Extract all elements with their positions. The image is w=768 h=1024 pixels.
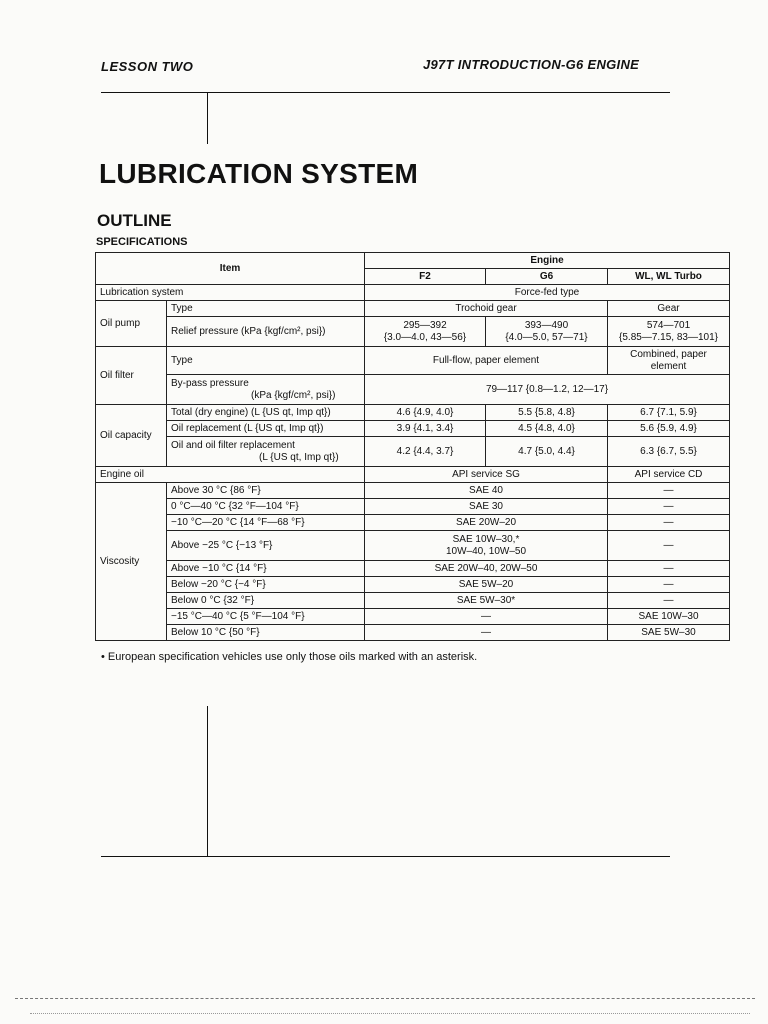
viscosity-row <box>96 531 730 561</box>
section-heading: OUTLINE <box>97 211 172 230</box>
viscosity-row <box>96 515 730 531</box>
viscosity-range: Below −20 °C {−4 °F} <box>167 577 365 593</box>
oil-capacity-total-row <box>96 405 730 421</box>
oil-pump-relief-row <box>96 317 730 347</box>
viscosity-row <box>96 561 730 577</box>
viscosity-grade-wl: — <box>608 483 730 499</box>
capacity-replacement-label: Oil replacement (L {US qt, Imp qt}) <box>167 421 365 437</box>
oil-pump-type-label: Type <box>167 301 365 317</box>
viscosity-row <box>96 483 730 499</box>
table-header-row <box>96 253 730 269</box>
viscosity-grade-f2-g6: SAE 5W–30* <box>365 593 608 609</box>
viscosity-range: 0 °C—40 °C {32 °F—104 °F} <box>167 499 365 515</box>
capacity-total-label: Total (dry engine) (L {US qt, Imp qt}) <box>167 405 365 421</box>
viscosity-grade-wl: — <box>608 561 730 577</box>
viscosity-grade-f2-g6: SAE 20W–40, 20W–50 <box>365 561 608 577</box>
viscosity-row <box>96 499 730 515</box>
oil-filter-type-wl: Combined, paper element <box>608 347 730 375</box>
capacity-total-f2: 4.6 {4.9, 4.0} <box>365 405 486 421</box>
viscosity-range: Above 30 °C {86 °F} <box>167 483 365 499</box>
viscosity-grade-wl: — <box>608 577 730 593</box>
viscosity-grade-wl: — <box>608 593 730 609</box>
engine-oil-row <box>96 467 730 483</box>
viscosity-row <box>96 593 730 609</box>
viscosity-grade-wl: — <box>608 499 730 515</box>
viscosity-grade-wl: — <box>608 515 730 531</box>
engine-f2: F2 <box>365 269 486 285</box>
lubrication-system-row <box>96 285 730 301</box>
capacity-total-g6: 5.5 {5.8, 4.8} <box>486 405 608 421</box>
engine-oil-f2-g6: API service SG <box>365 467 608 483</box>
item-header: Item <box>96 253 365 285</box>
viscosity-row <box>96 609 730 625</box>
scan-artifact-line <box>15 998 755 999</box>
oil-pump-type-wl: Gear <box>608 301 730 317</box>
engine-oil-label: Engine oil <box>96 467 365 483</box>
scan-artifact-line <box>30 1013 750 1014</box>
oil-capacity-label: Oil capacity <box>96 405 167 467</box>
subsection-heading: SPECIFICATIONS <box>96 236 188 248</box>
engine-wl: WL, WL Turbo <box>608 269 730 285</box>
viscosity-row <box>96 625 730 641</box>
viscosity-label: Viscosity <box>96 483 167 641</box>
viscosity-range: Above −25 °C {−13 °F} <box>167 531 365 561</box>
capacity-filter-f2: 4.2 {4.4, 3.7} <box>365 437 486 467</box>
oil-capacity-replacement-row <box>96 421 730 437</box>
relief-pressure-g6: 393—490 {4.0—5.0, 57—71} <box>486 317 608 347</box>
viscosity-row <box>96 577 730 593</box>
oil-capacity-filter-row <box>96 437 730 467</box>
viscosity-range: Below 10 °C {50 °F} <box>167 625 365 641</box>
course-title: J97T INTRODUCTION-G6 ENGINE <box>423 57 640 72</box>
viscosity-grade-f2-g6: SAE 5W–20 <box>365 577 608 593</box>
viscosity-grade-wl: SAE 10W–30 <box>608 609 730 625</box>
bypass-pressure-label: By-pass pressure (kPa {kgf/cm², psi}) <box>167 375 365 405</box>
viscosity-range: Below 0 °C {32 °F} <box>167 593 365 609</box>
oil-filter-type-f2-g6: Full-flow, paper element <box>365 347 608 375</box>
relief-pressure-wl: 574—701 {5.85—7.15, 83—101} <box>608 317 730 347</box>
capacity-total-wl: 6.7 {7.1, 5.9} <box>608 405 730 421</box>
capacity-replacement-f2: 3.9 {4.1, 3.4} <box>365 421 486 437</box>
viscosity-range: −15 °C—40 °C {5 °F—104 °F} <box>167 609 365 625</box>
header-divider <box>207 92 208 144</box>
oil-pump-type-f2-g6: Trochoid gear <box>365 301 608 317</box>
bypass-pressure-value: 79—117 {0.8—1.2, 12—17} <box>365 375 730 405</box>
lubrication-system-value: Force-fed type <box>365 285 730 301</box>
footer-rule <box>101 856 670 857</box>
viscosity-grade-f2-g6: — <box>365 625 608 641</box>
viscosity-grade-f2-g6: SAE 30 <box>365 499 608 515</box>
engine-oil-wl: API service CD <box>608 467 730 483</box>
viscosity-grade-f2-g6: SAE 40 <box>365 483 608 499</box>
specifications-table <box>95 252 730 641</box>
oil-filter-label: Oil filter <box>96 347 167 405</box>
capacity-replacement-g6: 4.5 {4.8, 4.0} <box>486 421 608 437</box>
engine-g6: G6 <box>486 269 608 285</box>
footer-divider <box>207 706 208 857</box>
capacity-filter-wl: 6.3 {6.7, 5.5} <box>608 437 730 467</box>
oil-filter-type-row <box>96 347 730 375</box>
relief-pressure-label: Relief pressure (kPa {kgf/cm², psi}) <box>167 317 365 347</box>
oil-filter-bypass-row <box>96 375 730 405</box>
capacity-filter-label: Oil and oil filter replacement (L {US qt, Imp qt}) <box>167 437 365 467</box>
viscosity-grade-f2-g6: SAE 10W–30,* 10W–40, 10W–50 <box>365 531 608 561</box>
viscosity-grade-f2-g6: — <box>365 609 608 625</box>
lesson-label: LESSON TWO <box>101 59 194 74</box>
footnote: • European specification vehicles use only those oils marked with an asterisk. <box>101 651 478 663</box>
lubrication-system-label: Lubrication system <box>96 285 365 301</box>
header-rule <box>101 92 670 93</box>
oil-filter-type-label: Type <box>167 347 365 375</box>
page-title: LUBRICATION SYSTEM <box>99 158 419 189</box>
viscosity-range: −10 °C—20 °C {14 °F—68 °F} <box>167 515 365 531</box>
engine-header: Engine <box>365 253 730 269</box>
viscosity-grade-wl: — <box>608 531 730 561</box>
relief-pressure-f2: 295—392 {3.0—4.0, 43—56} <box>365 317 486 347</box>
capacity-replacement-wl: 5.6 {5.9, 4.9} <box>608 421 730 437</box>
oil-pump-label: Oil pump <box>96 301 167 347</box>
viscosity-grade-wl: SAE 5W–30 <box>608 625 730 641</box>
oil-pump-type-row <box>96 301 730 317</box>
viscosity-grade-f2-g6: SAE 20W–20 <box>365 515 608 531</box>
capacity-filter-g6: 4.7 {5.0, 4.4} <box>486 437 608 467</box>
viscosity-range: Above −10 °C {14 °F} <box>167 561 365 577</box>
